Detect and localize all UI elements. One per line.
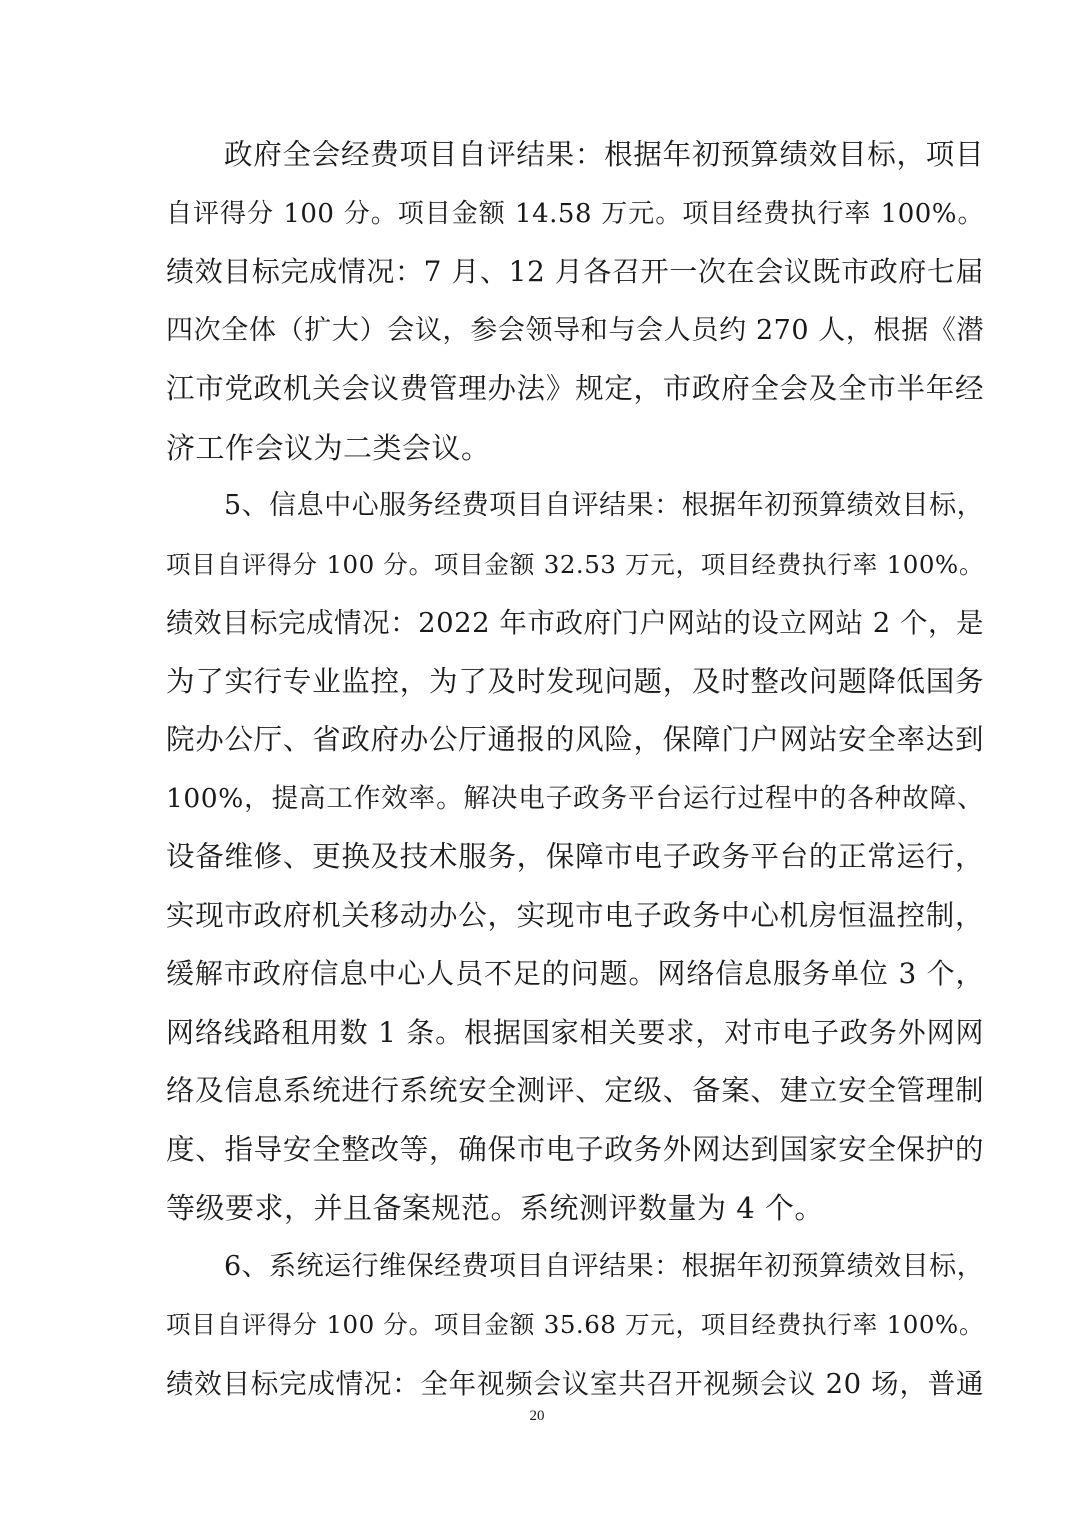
text-line: 绩效目标完成情况：全年视频会议室共召开视频会议 20 场，普通: [166, 1367, 984, 1400]
text-line: 为了实行专业监控，为了及时发现问题，及时整改问题降低国务: [166, 664, 984, 698]
text-line: 绩效目标完成情况：7 月、12 月各召开一次在会议既市政府七届: [166, 255, 984, 288]
text-line: 自评得分 100 分。项目金额 14.58 万元。项目经费执行率 100%。: [166, 198, 984, 229]
body-text: [166, 126, 984, 1413]
text-line: 等级要求，并且备案规范。系统测评数量为 4 个。: [166, 1191, 824, 1225]
text-line: 实现市政府机关移动办公，实现市电子政务中心机房恒温控制，: [166, 898, 984, 932]
text-line: 设备维修、更换及技术服务，保障市电子政务平台的正常运行，: [166, 840, 984, 873]
text-line: 网络线路租用数 1 条。根据国家相关要求，对市电子政务外网网: [166, 1015, 984, 1049]
text-line: 项目自评得分 100 分。项目金额 35.68 万元，项目经费执行率 100%。: [166, 1310, 984, 1339]
text-line: 院办公厅、省政府办公厅通报的风险，保障门户网站安全率达到: [166, 723, 984, 756]
text-line: 缓解市政府信息中心人员不足的问题。网络信息服务单位 3 个，: [166, 957, 984, 990]
text-line: 绩效目标完成情况：2022 年市政府门户网站的设立网站 2 个，是: [166, 607, 984, 639]
text-line: 江市党政机关会议费管理办法》规定，市政府全会及全市半年经: [166, 372, 984, 405]
text-line: 济工作会议为二类会议。: [166, 430, 491, 465]
text-line: 100%，提高工作效率。解决电子政务平台运行过程中的各种故障、: [166, 782, 984, 814]
text-line: 络及信息系统进行系统安全测评、定级、备案、建立安全管理制: [166, 1074, 984, 1107]
paragraph-system-maintenance-funds: [166, 1238, 984, 1414]
text-line: 度、指导安全整改等，确保市电子政务外网达到国家安全保护的: [166, 1132, 984, 1166]
text-line: 项目自评得分 100 分。项目金额 32.53 万元，项目经费执行率 100%。: [166, 549, 984, 579]
text-line: 6、系统运行维保经费项目自评结果：根据年初预算绩效目标，: [224, 1250, 985, 1282]
text-line: 四次全体（扩大）会议，参会领导和与会人员约 270 人，根据《潜: [166, 314, 984, 346]
paragraph-meeting-funds: [166, 126, 984, 477]
text-line: 5、信息中心服务经费项目自评结果：根据年初预算绩效目标，: [224, 490, 985, 521]
page-number: 20: [529, 1408, 545, 1424]
paragraph-info-center-funds: [166, 477, 984, 1238]
text-line: 政府全会经费项目自评结果：根据年初预算绩效目标，项目: [224, 138, 984, 171]
